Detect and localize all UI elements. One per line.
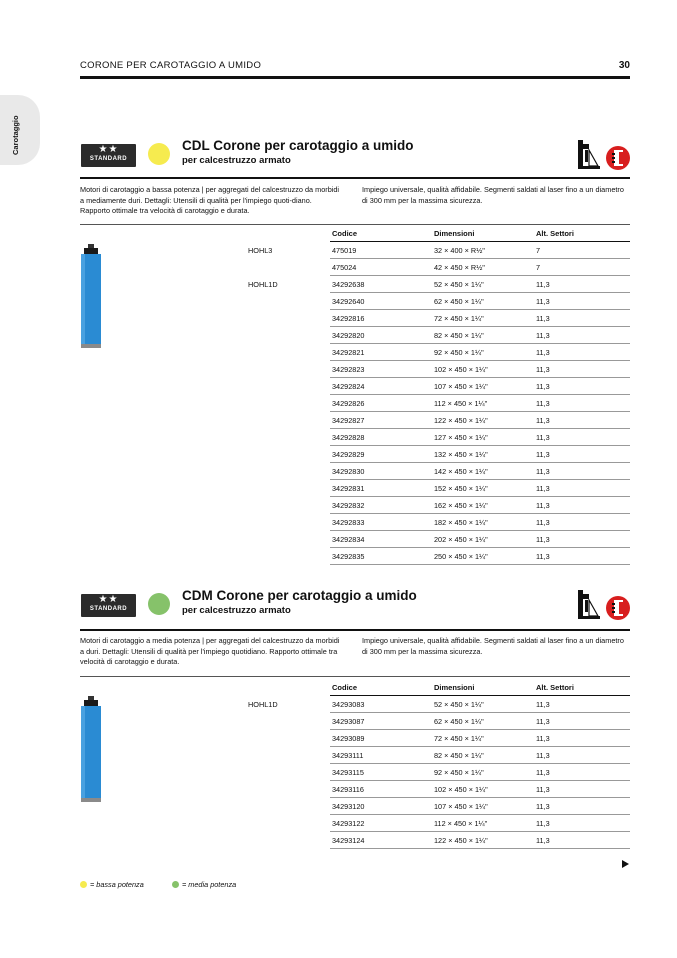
cell-dimensions: 122 × 450 × 1¼"	[434, 416, 488, 425]
cell-code: 34292821	[332, 348, 365, 357]
cell-dimensions: 202 × 450 × 1¼"	[434, 535, 488, 544]
cell-segment-height: 11,3	[536, 416, 550, 425]
cell-segment-height: 11,3	[536, 552, 550, 561]
table-row	[330, 730, 630, 747]
cell-code: 34292638	[332, 280, 365, 289]
cell-segment-height: 11,3	[536, 484, 550, 493]
cell-code: 475024	[332, 263, 357, 272]
cell-code: 34292820	[332, 331, 365, 340]
cell-dimensions: 152 × 450 × 1¼"	[434, 484, 488, 493]
table-row	[330, 276, 630, 293]
description-right: Impiego universale, qualità affidabile. Segmenti saldati al laser fino a un diametro di 300 mm per la massima sicurezza.	[362, 636, 624, 656]
section-subtitle: per calcestruzzo armato	[182, 155, 291, 166]
table-row	[330, 395, 630, 412]
cell-dimensions: 42 × 450 × R½"	[434, 263, 485, 272]
cell-code: 34292833	[332, 518, 365, 527]
section-subtitle: per calcestruzzo armato	[182, 605, 291, 616]
cell-segment-height: 11,3	[536, 734, 550, 743]
next-page-arrow-icon[interactable]	[622, 860, 629, 868]
cell-dimensions: 122 × 450 × 1¼"	[434, 836, 488, 845]
table-top-line	[80, 224, 630, 225]
cell-segment-height: 11,3	[536, 768, 550, 777]
green-dot-icon	[172, 881, 179, 888]
cell-segment-height: 11,3	[536, 399, 550, 408]
table-row	[330, 429, 630, 446]
badge-stars: ★★	[98, 144, 119, 155]
cell-dimensions: 52 × 450 × 1¼"	[434, 280, 484, 289]
yellow-power-dot	[148, 143, 170, 165]
cell-dimensions: 107 × 450 × 1¼"	[434, 802, 488, 811]
table-row	[330, 531, 630, 548]
cell-code: 34292640	[332, 297, 365, 306]
table-row	[330, 242, 630, 259]
table-row	[330, 781, 630, 798]
cell-code: 34292834	[332, 535, 365, 544]
column-header-segments: Alt. Settori	[536, 683, 574, 692]
column-header-code: Codice	[332, 683, 358, 692]
table-row	[330, 713, 630, 730]
table-row	[330, 310, 630, 327]
cell-code: 34292832	[332, 501, 365, 510]
core-drill-stand-icon	[578, 590, 600, 622]
cell-segment-height: 11,3	[536, 450, 550, 459]
cell-segment-height: 11,3	[536, 467, 550, 476]
badge-label: STANDARD	[89, 606, 128, 612]
cell-segment-height: 7	[536, 263, 541, 272]
header-rule	[80, 76, 630, 79]
group-label: HOHL1D	[248, 700, 278, 709]
cell-dimensions: 142 × 450 × 1¼"	[434, 467, 488, 476]
section-title: CDM Corone per carotaggio a umido	[182, 588, 417, 603]
cell-dimensions: 162 × 450 × 1¼"	[434, 501, 488, 510]
cell-segment-height: 11,3	[536, 535, 550, 544]
description-left: Motori di carotaggio a media potenza | per aggregati del calcestruzzo da morbidi a duri. Dettagli: Utensili di qualità per l'impiego quotidiano. Rapporto ottimale tra velocità di carotaggio e durata.	[80, 636, 340, 666]
cell-dimensions: 72 × 450 × 1¼"	[434, 734, 484, 743]
standard-badge	[81, 594, 136, 617]
cell-segment-height: 11,3	[536, 751, 550, 760]
cell-dimensions: 72 × 450 × 1¼"	[434, 314, 484, 323]
cell-segment-height: 11,3	[536, 518, 550, 527]
cell-dimensions: 132 × 450 × 1¼"	[434, 450, 488, 459]
side-tab[interactable]	[0, 95, 40, 165]
cell-segment-height: 11,3	[536, 331, 550, 340]
cell-dimensions: 52 × 450 × 1¼"	[434, 700, 484, 709]
green-power-dot	[148, 593, 170, 615]
cell-code: 34293083	[332, 700, 365, 709]
cell-code: 34292823	[332, 365, 365, 374]
table-row	[330, 361, 630, 378]
table-row	[330, 764, 630, 781]
cell-dimensions: 127 × 450 × 1¼"	[434, 433, 488, 442]
cell-dimensions: 102 × 450 × 1¼"	[434, 785, 488, 794]
cell-segment-height: 11,3	[536, 348, 550, 357]
legend-yellow	[80, 880, 144, 889]
table-row	[330, 259, 630, 276]
core-bit-image	[80, 696, 102, 802]
table-row	[330, 696, 630, 713]
table-row	[330, 747, 630, 764]
side-tab-label: Carotaggio	[11, 115, 20, 155]
cell-dimensions: 112 × 450 × 1¼"	[434, 819, 488, 828]
section-rule	[80, 629, 630, 631]
table-row	[330, 344, 630, 361]
cell-dimensions: 107 × 450 × 1¼"	[434, 382, 488, 391]
legend-yellow-label: = bassa potenza	[90, 880, 144, 889]
cell-code: 34293120	[332, 802, 365, 811]
table-row	[330, 497, 630, 514]
cell-dimensions: 182 × 450 × 1¼"	[434, 518, 488, 527]
table-row	[330, 514, 630, 531]
cell-code: 34293115	[332, 768, 364, 777]
column-header-dimensions: Dimensioni	[434, 229, 475, 238]
cell-segment-height: 11,3	[536, 314, 550, 323]
cell-code: 34292826	[332, 399, 365, 408]
cell-code: 475019	[332, 246, 357, 255]
cell-code: 34293087	[332, 717, 365, 726]
section-cdl	[80, 138, 630, 568]
cell-dimensions: 82 × 450 × 1¼"	[434, 331, 484, 340]
cell-dimensions: 112 × 450 × 1¼"	[434, 399, 488, 408]
table-row	[330, 463, 630, 480]
table-row	[330, 378, 630, 395]
cell-segment-height: 11,3	[536, 836, 550, 845]
cell-code: 34292835	[332, 552, 365, 561]
core-bit-image	[80, 244, 102, 348]
cell-segment-height: 11,3	[536, 297, 550, 306]
cell-code: 34293116	[332, 785, 364, 794]
section-title: CDL Corone per carotaggio a umido	[182, 138, 414, 153]
cell-dimensions: 250 × 450 × 1¼"	[434, 552, 488, 561]
cell-dimensions: 62 × 450 × 1¼"	[434, 297, 484, 306]
section-rule	[80, 177, 630, 179]
table-top-line	[80, 676, 630, 677]
table-row	[330, 815, 630, 832]
cell-dimensions: 102 × 450 × 1¼"	[434, 365, 488, 374]
concrete-material-icon	[606, 146, 630, 170]
cell-segment-height: 7	[536, 246, 541, 255]
cell-dimensions: 62 × 450 × 1¼"	[434, 717, 484, 726]
header-title: CORONE PER CAROTAGGIO A UMIDO	[80, 60, 262, 71]
cell-code: 34292828	[332, 433, 365, 442]
cell-code: 34292824	[332, 382, 365, 391]
cell-code: 34292829	[332, 450, 365, 459]
cell-segment-height: 11,3	[536, 433, 550, 442]
cell-code: 34293122	[332, 819, 365, 828]
cell-segment-height: 11,3	[536, 280, 550, 289]
cell-segment-height: 11,3	[536, 819, 550, 828]
column-header-segments: Alt. Settori	[536, 229, 574, 238]
group-label: HOHL1D	[248, 280, 278, 289]
description-left: Motori di carotaggio a bassa potenza | per aggregati del calcestruzzo da morbidi a mediamente duri. Dettagli: Utensili di qualità per l'impiego quoti-diano. Rapporto ottimale tra velocità di carotaggio e durata.	[80, 185, 340, 215]
table-row	[330, 480, 630, 497]
cell-code: 34292827	[332, 416, 365, 425]
cell-segment-height: 11,3	[536, 700, 550, 709]
section-cdm	[80, 588, 630, 853]
cell-segment-height: 11,3	[536, 501, 550, 510]
cell-code: 34292831	[332, 484, 365, 493]
cell-code: 34293111	[332, 751, 364, 760]
column-header-code: Codice	[332, 229, 358, 238]
concrete-material-icon	[606, 596, 630, 620]
cell-segment-height: 11,3	[536, 785, 550, 794]
cell-segment-height: 11,3	[536, 717, 550, 726]
cell-segment-height: 11,3	[536, 382, 550, 391]
table-row	[330, 798, 630, 815]
core-drill-stand-icon	[578, 140, 600, 172]
table-row	[330, 548, 630, 565]
legend-green-label: = media potenza	[182, 880, 237, 889]
table-row	[330, 832, 630, 849]
legend-green	[172, 880, 236, 889]
standard-badge	[81, 144, 136, 167]
table-row	[330, 327, 630, 344]
cell-code: 34293089	[332, 734, 365, 743]
badge-stars: ★★	[98, 594, 119, 605]
cell-code: 34292830	[332, 467, 365, 476]
page-number: 30	[618, 60, 630, 71]
yellow-dot-icon	[80, 881, 87, 888]
description-right: Impiego universale, qualità affidabile. Segmenti saldati al laser fino a un diametro di 300 mm per la massima sicurezza.	[362, 185, 624, 205]
cell-code: 34293124	[332, 836, 365, 845]
cell-dimensions: 92 × 450 × 1¼"	[434, 768, 484, 777]
cell-segment-height: 11,3	[536, 802, 550, 811]
group-label: HOHL3	[248, 246, 273, 255]
table-row	[330, 412, 630, 429]
column-header-dimensions: Dimensioni	[434, 683, 475, 692]
badge-label: STANDARD	[89, 156, 128, 162]
cell-dimensions: 92 × 450 × 1¼"	[434, 348, 484, 357]
cell-code: 34292816	[332, 314, 365, 323]
cell-dimensions: 82 × 450 × 1¼"	[434, 751, 484, 760]
cell-segment-height: 11,3	[536, 365, 550, 374]
table-row	[330, 293, 630, 310]
cell-dimensions: 32 × 400 × R½"	[434, 246, 485, 255]
table-row	[330, 446, 630, 463]
